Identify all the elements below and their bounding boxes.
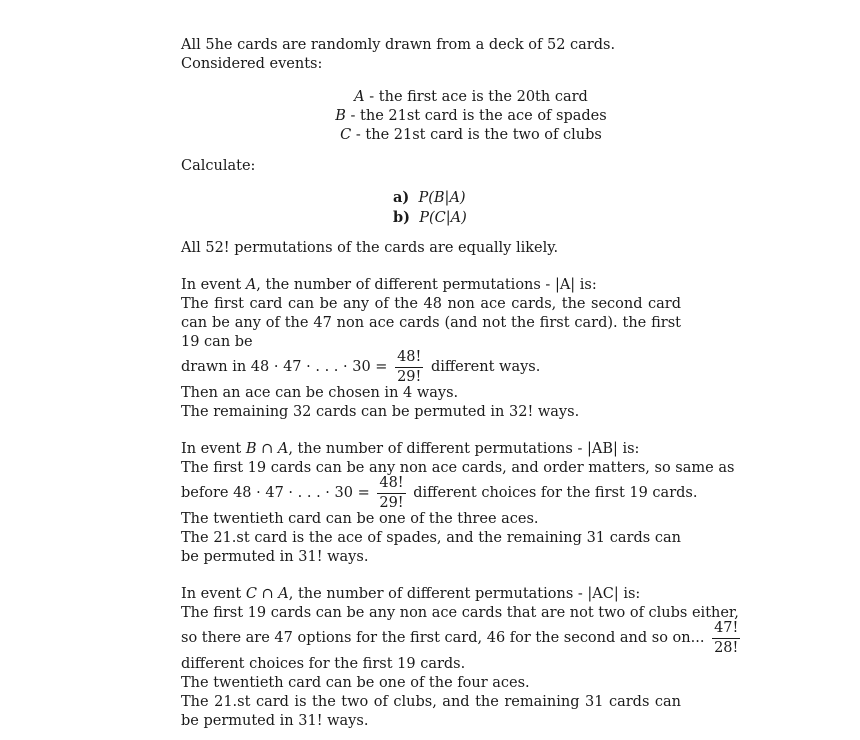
fraction-48-over-29: $\frac{48!}{29!}$ bbox=[379, 475, 404, 511]
section-c-choices-line: different choices for the first 19 cards. bbox=[181, 656, 466, 672]
section-c-heading: In event C ∩ A, the number of different permutations - |AC| is: bbox=[181, 586, 641, 602]
fraction-48-over-29: $\frac{48!}{29!}$ bbox=[397, 349, 422, 385]
event-a: A - the first ace is the 20th card bbox=[354, 89, 588, 105]
section-c-line-1: The first 19 cards can be any non ace cards that are not two of clubs either, bbox=[181, 605, 739, 621]
event-b: B - the 21st card is the ace of spades bbox=[335, 108, 607, 124]
section-a-drawn-line: drawn in 48 · 47 · . . . · 30 = $\frac{48!}{29!}$ different ways. bbox=[181, 349, 541, 385]
section-b-before-line: before 48 · 47 · . . . · 30 = $\frac{48!}{29!}$ different choices for the first 19 cards. bbox=[181, 475, 698, 511]
section-a-paragraph: The first card can be any of the 48 non ace cards, the second card can be any of the 47 non ace cards (and not the first card). the first 19 can be bbox=[181, 296, 681, 350]
section-c-options-line: so there are 47 options for the first card, 46 for the second and so on... $\frac{47!}{28!}$ bbox=[181, 620, 739, 656]
section-c-last-paragraph: The 21.st card is the two of clubs, and the remaining 31 cards can be permuted in 31! ways. bbox=[181, 694, 681, 729]
event-c: C - the 21st card is the two of clubs bbox=[340, 127, 602, 143]
section-b-heading: In event B ∩ A, the number of different permutations - |AB| is: bbox=[181, 441, 640, 457]
document bbox=[181, 36, 739, 731]
section-c-twentieth-line: The twentieth card can be one of the four aces. bbox=[181, 675, 530, 691]
calculate-label: Calculate: bbox=[181, 158, 256, 174]
event-list bbox=[181, 86, 681, 147]
fraction-47-over-28: $\frac{47!}{28!}$ bbox=[714, 620, 739, 656]
intro-line-2: Considered events: bbox=[181, 56, 323, 72]
section-a-remaining-line: The remaining 32 cards can be permuted in 32! ways. bbox=[181, 404, 580, 420]
section-a-heading: In event A, the number of different permutations - |A| is: bbox=[181, 277, 597, 293]
section-b-line-1: The first 19 cards can be any non ace cards, and order matters, so same as bbox=[181, 460, 735, 476]
section-a-ace-line: Then an ace can be chosen in 4 ways. bbox=[181, 385, 459, 401]
equally-likely-note: All 52! permutations of the cards are equally likely. bbox=[181, 240, 559, 256]
question-a: a) P(B|A) bbox=[393, 189, 466, 206]
question-list bbox=[181, 188, 681, 228]
section-b-twentieth-line: The twentieth card can be one of the three aces. bbox=[181, 511, 539, 527]
section-b-last-paragraph: The 21.st card is the ace of spades, and the remaining 31 cards can be permuted in 31! ways. bbox=[181, 530, 681, 565]
question-b: b) P(C|A) bbox=[393, 209, 467, 226]
intro-line-1: All 5he cards are randomly drawn from a deck of 52 cards. bbox=[181, 37, 616, 53]
